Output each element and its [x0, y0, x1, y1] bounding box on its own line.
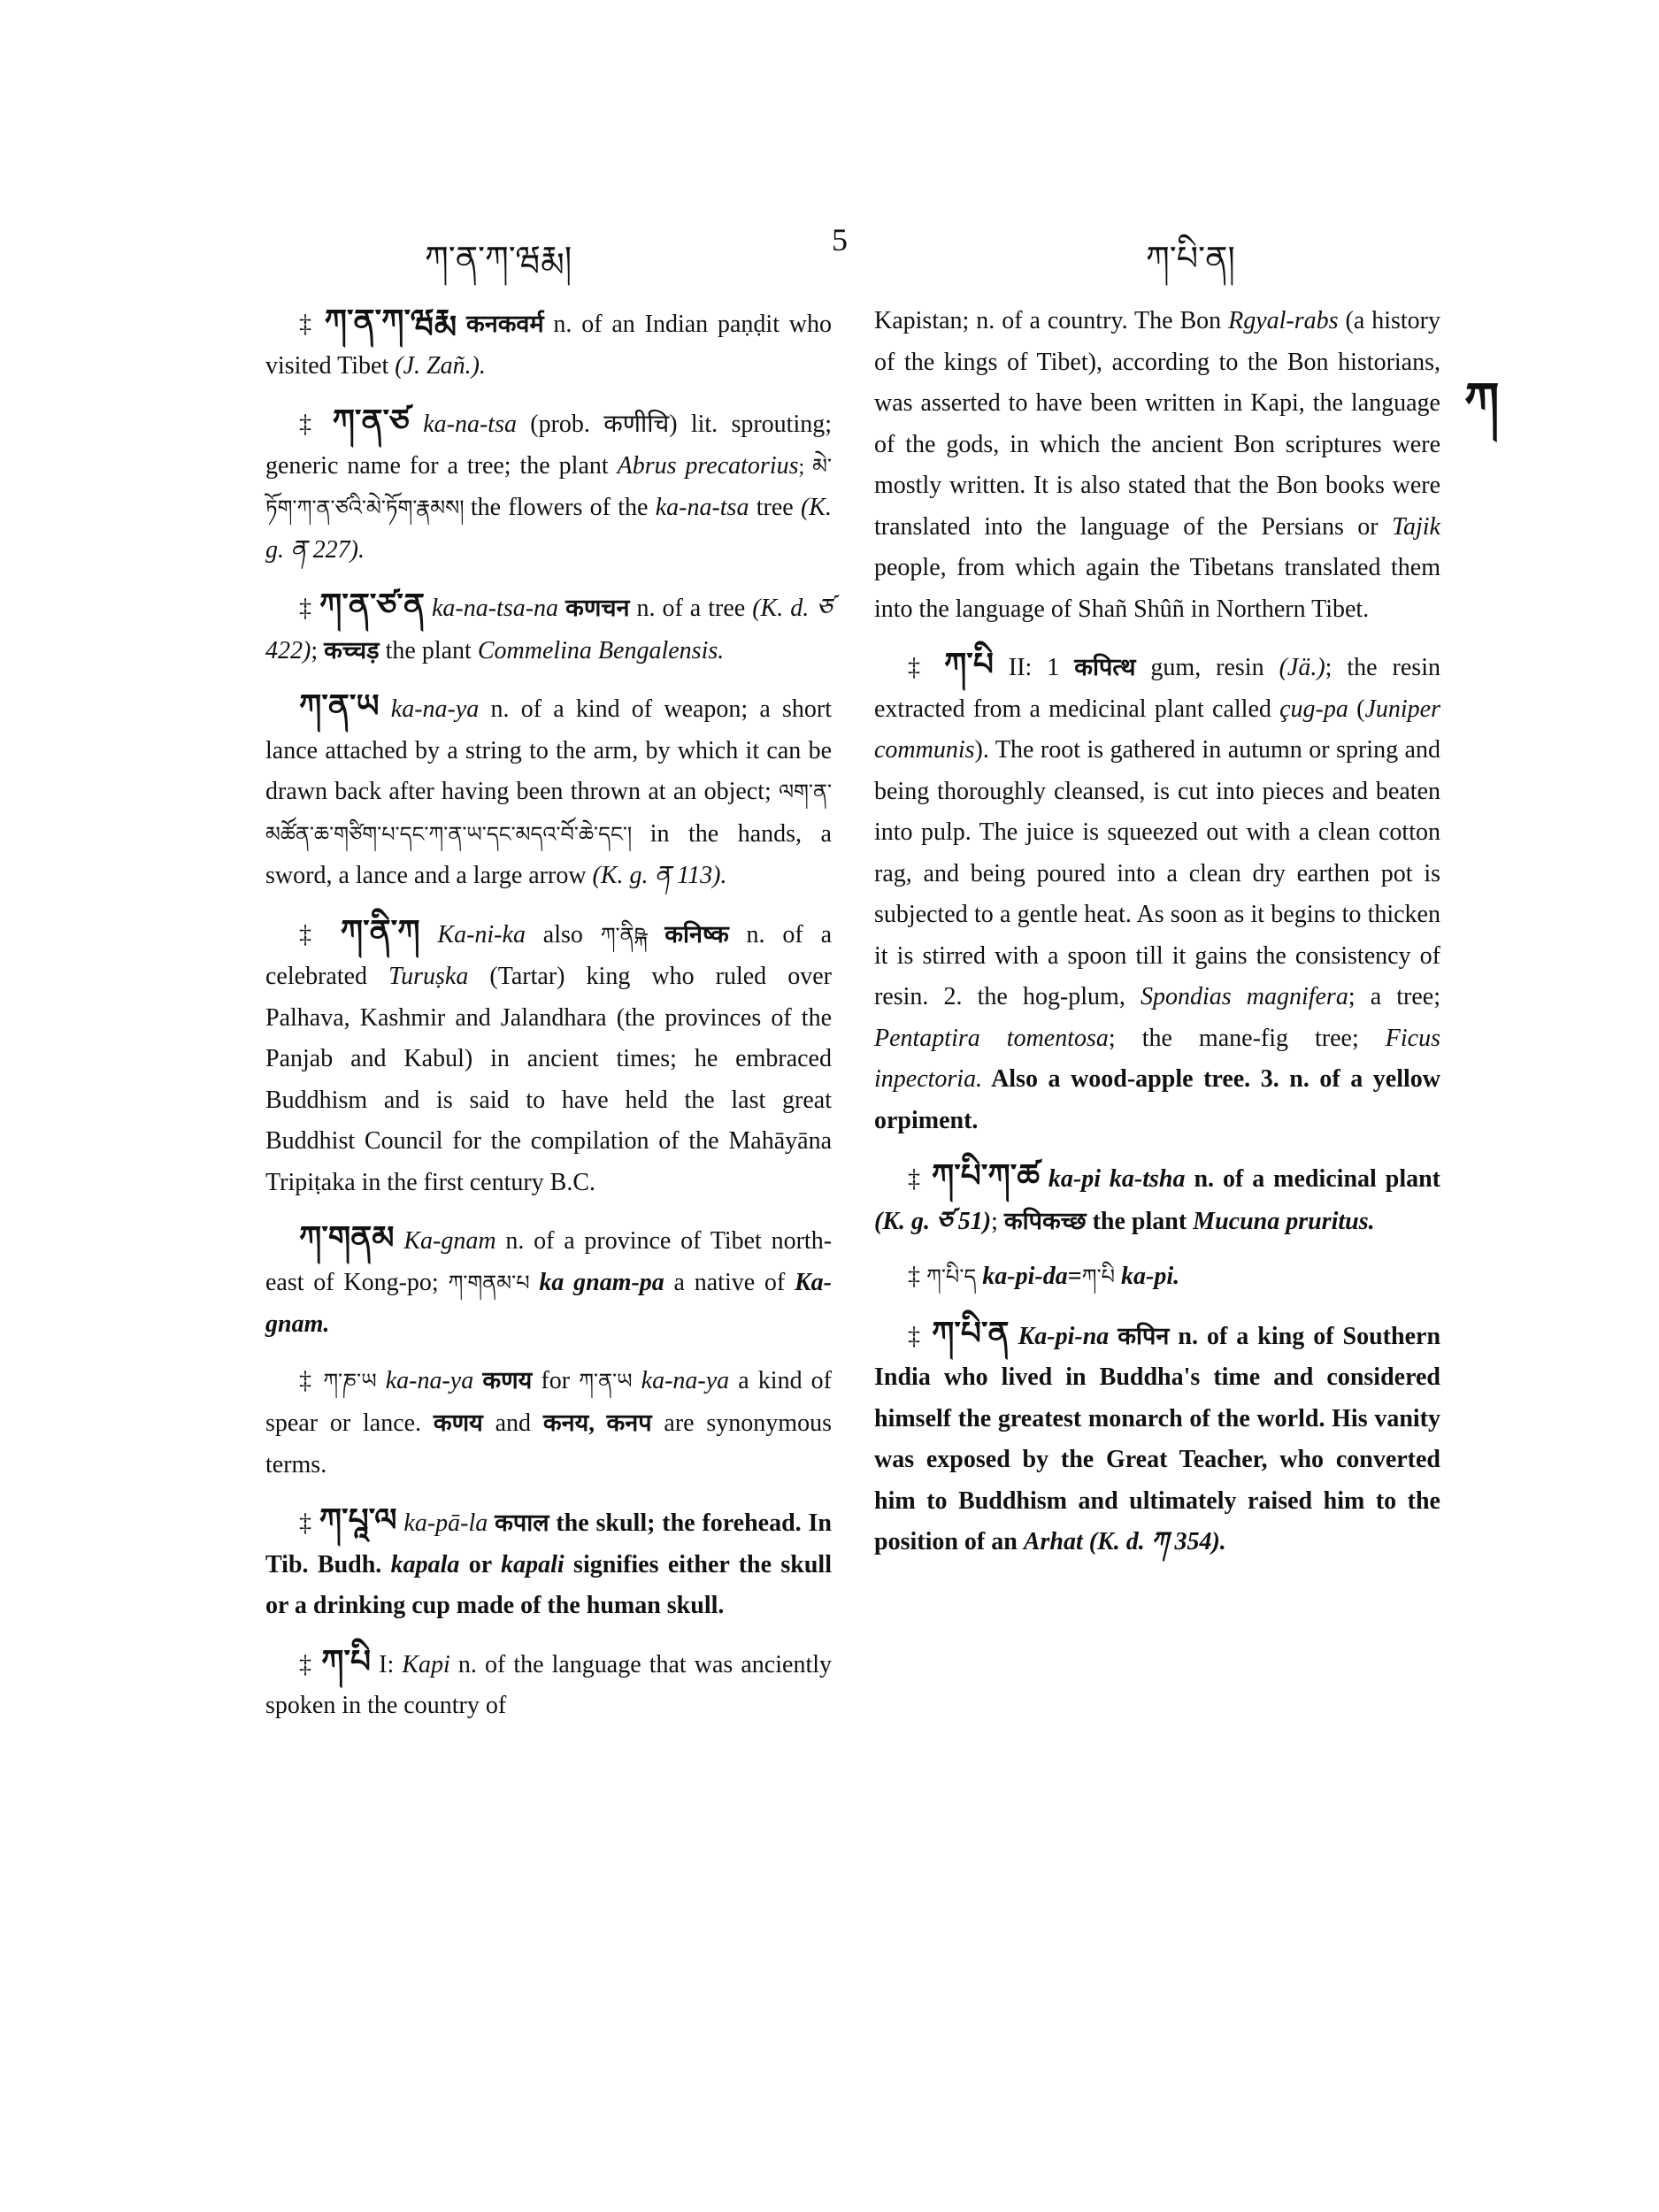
entry-ka-pi-da: ‡ ཀ་པི་ད ka-pi-da=ཀ་པི ka-pi. — [908, 1263, 1180, 1290]
right-column — [874, 301, 1440, 1578]
left-column — [265, 301, 832, 1741]
entry-ka-na-ya: ཀ་ན་ཡ ka-na-ya n. of a kind of weapon; a short lance attached by a string to the arm, by which it can be drawn back after having been thrown at an object; ལག་ན་མཚོན་ཆ་གཙིག་པ་དང་ཀ་ན་ཡ་དང་མདའ་བོ་ཆེ་དང་། in the hands, a sword, a lance and a large arrow (K. g. ན 113). — [265, 688, 833, 889]
entry-kanakavarma: ‡ ཀ་ན་ཀ་ཝརྨ कनकवर्म n. of an Indian paṇḍit who visited Tibet (J. Zañ.). — [265, 303, 833, 380]
entry-ka-na-tsa-na: ‡ ཀ་ན་ཙ་ན ka-na-tsa-na कणचन n. of a tree (K. d. ཙ 422); कच्चड़ the plant Commelina Bengalensis. — [265, 588, 833, 664]
headword: ཀ་ནི་ཀ — [340, 913, 420, 949]
entry-ka-pi-2: ‡ ཀ་པི II: 1 कपित्थ gum, resin (Jä.); the resin extracted from a medicinal plant called çug-pa (Juniper communis). The root is gathered in autumn or spring and being thoroughly cleansed, is cut into pieces and beaten into pulp. The juice is squeezed out with a clean cotton rag, and being poured into a clean dry earthen pot is subjected to a gentle heat. As soon as it begins to thicken it is stirred with a spoon till it gains the consistency of resin. 2. the hog-plum, Spondias magnifera; a tree; Pentaptira tomentosa; the mane-fig tree; Ficus inpectoria. Also a wood-apple tree. 3. n. of a yellow orpiment. — [874, 647, 1440, 1134]
entry-ka-pi-ka-tsha: ‡ ཀ་པི་ཀ་ཚ ka-pi ka-tsha n. of a medicinal plant (K. g. ཙ 51); कपिकच्छ the plant Mucuna pruritus. — [874, 1158, 1441, 1235]
entry-ka-na-tsa: ‡ ཀ་ན་ཙ ka-na-tsa (prob. कणीचि) lit. sprouting; generic name for a tree; the plant Abrus precatorius; མེ་ཏོག་ཀ་ན་ཙའི་མེ་ཏོག་རྣམས། the flowers of the ka-na-tsa tree (K. g. ན 227). — [265, 403, 833, 564]
headword: ཀ་གནམ — [299, 1220, 395, 1256]
running-head-left: ཀ་ན་ཀ་ཝརྨ། — [425, 239, 572, 278]
entry-kanika: ‡ ཀ་ནི་ཀ Ka-ni-ka also ཀ་ནིཥྐ कनिष्क n. of a celebrated Turuṣka (Tartar) king who ruled over Palhava, Kashmir and Jalandhara (the provinces of the Panjab and Kabul) in ancient times; he embraced Buddhism and is said to have held the last great Buddhist Council for the compilation of the Mahāyāna Tripiṭaka in the first century B.C. — [265, 913, 833, 1196]
headword: ཀ་པི — [321, 1643, 372, 1679]
headword: ཀ་ན་ཡ — [299, 688, 380, 724]
page-number: 5 — [832, 222, 848, 257]
headword: ཀ་ན་ཀ་ཝརྨ — [324, 303, 457, 339]
entry-ka-gnam: ཀ་གནམ Ka-gnam n. of a province of Tibet north-east of Kong-po; ཀ་གནམ་པ ka gnam-pa a native of Ka-gnam. — [265, 1220, 833, 1338]
entry-ka-pi-1: ‡ ཀ་པི I: Kapi n. of the language that was anciently spoken in the country of — [265, 1643, 832, 1719]
thumb-index-letter: ཀ — [1464, 372, 1498, 430]
headword: ཀ་ན་ཙ་ན — [319, 588, 425, 623]
entry-ka-na-ya-variant: ‡ ཀ་ཎ་ཡ ka-na-ya कणय for ཀ་ན་ཡ ka-na-ya a kind of spear or lance. कणय and कनय, कनप are synonymous terms. — [265, 1366, 833, 1479]
headword: ཀ་པི་ན — [932, 1315, 1010, 1351]
entry-ka-pi-na: ‡ ཀ་པི་ན Ka-pi-na कपिन n. of a king of Southern India who lived in Buddha's time and considered himself the greatest monarch of the world. His vanity was exposed by the Great Teacher, who converted him to Buddhism and ultimately raised him to the position of an Arhat (K. d. ཀ 354). — [874, 1315, 1441, 1555]
headword: ཀ་ན་ཙ — [332, 403, 410, 439]
entry-ka-pi-1-continued: Kapistan; n. of a country. The Bon Rgyal-rabs (a history of the kings of Tibet), according to the Bon historians, was asserted to have been written in Kapi, the language of the gods, in which the ancient Bon scriptures were mostly written. It is also stated that the Bon books were translated into the language of the Persians or Tajik people, from which again the Tibetans translated them into the language of Shañ Shûñ in Northern Tibet. — [874, 307, 1440, 623]
running-head-right: ཀ་པི་ན། — [1146, 239, 1235, 278]
headword: ཀ་པི་ཀ་ཚ — [931, 1158, 1040, 1194]
entry-ka-pa-la: ‡ ཀ་པཱ་ལ ka-pā-la कपाल the skull; the forehead. In Tib. Budh. kapala or kapali signifies either the skull or a drinking cup made of the human skull. — [265, 1502, 832, 1619]
headword: ཀ་པི — [943, 647, 994, 682]
headword: ཀ་པཱ་ལ — [319, 1502, 397, 1538]
headword: ཀ་ཎ་ཡ — [323, 1370, 377, 1394]
